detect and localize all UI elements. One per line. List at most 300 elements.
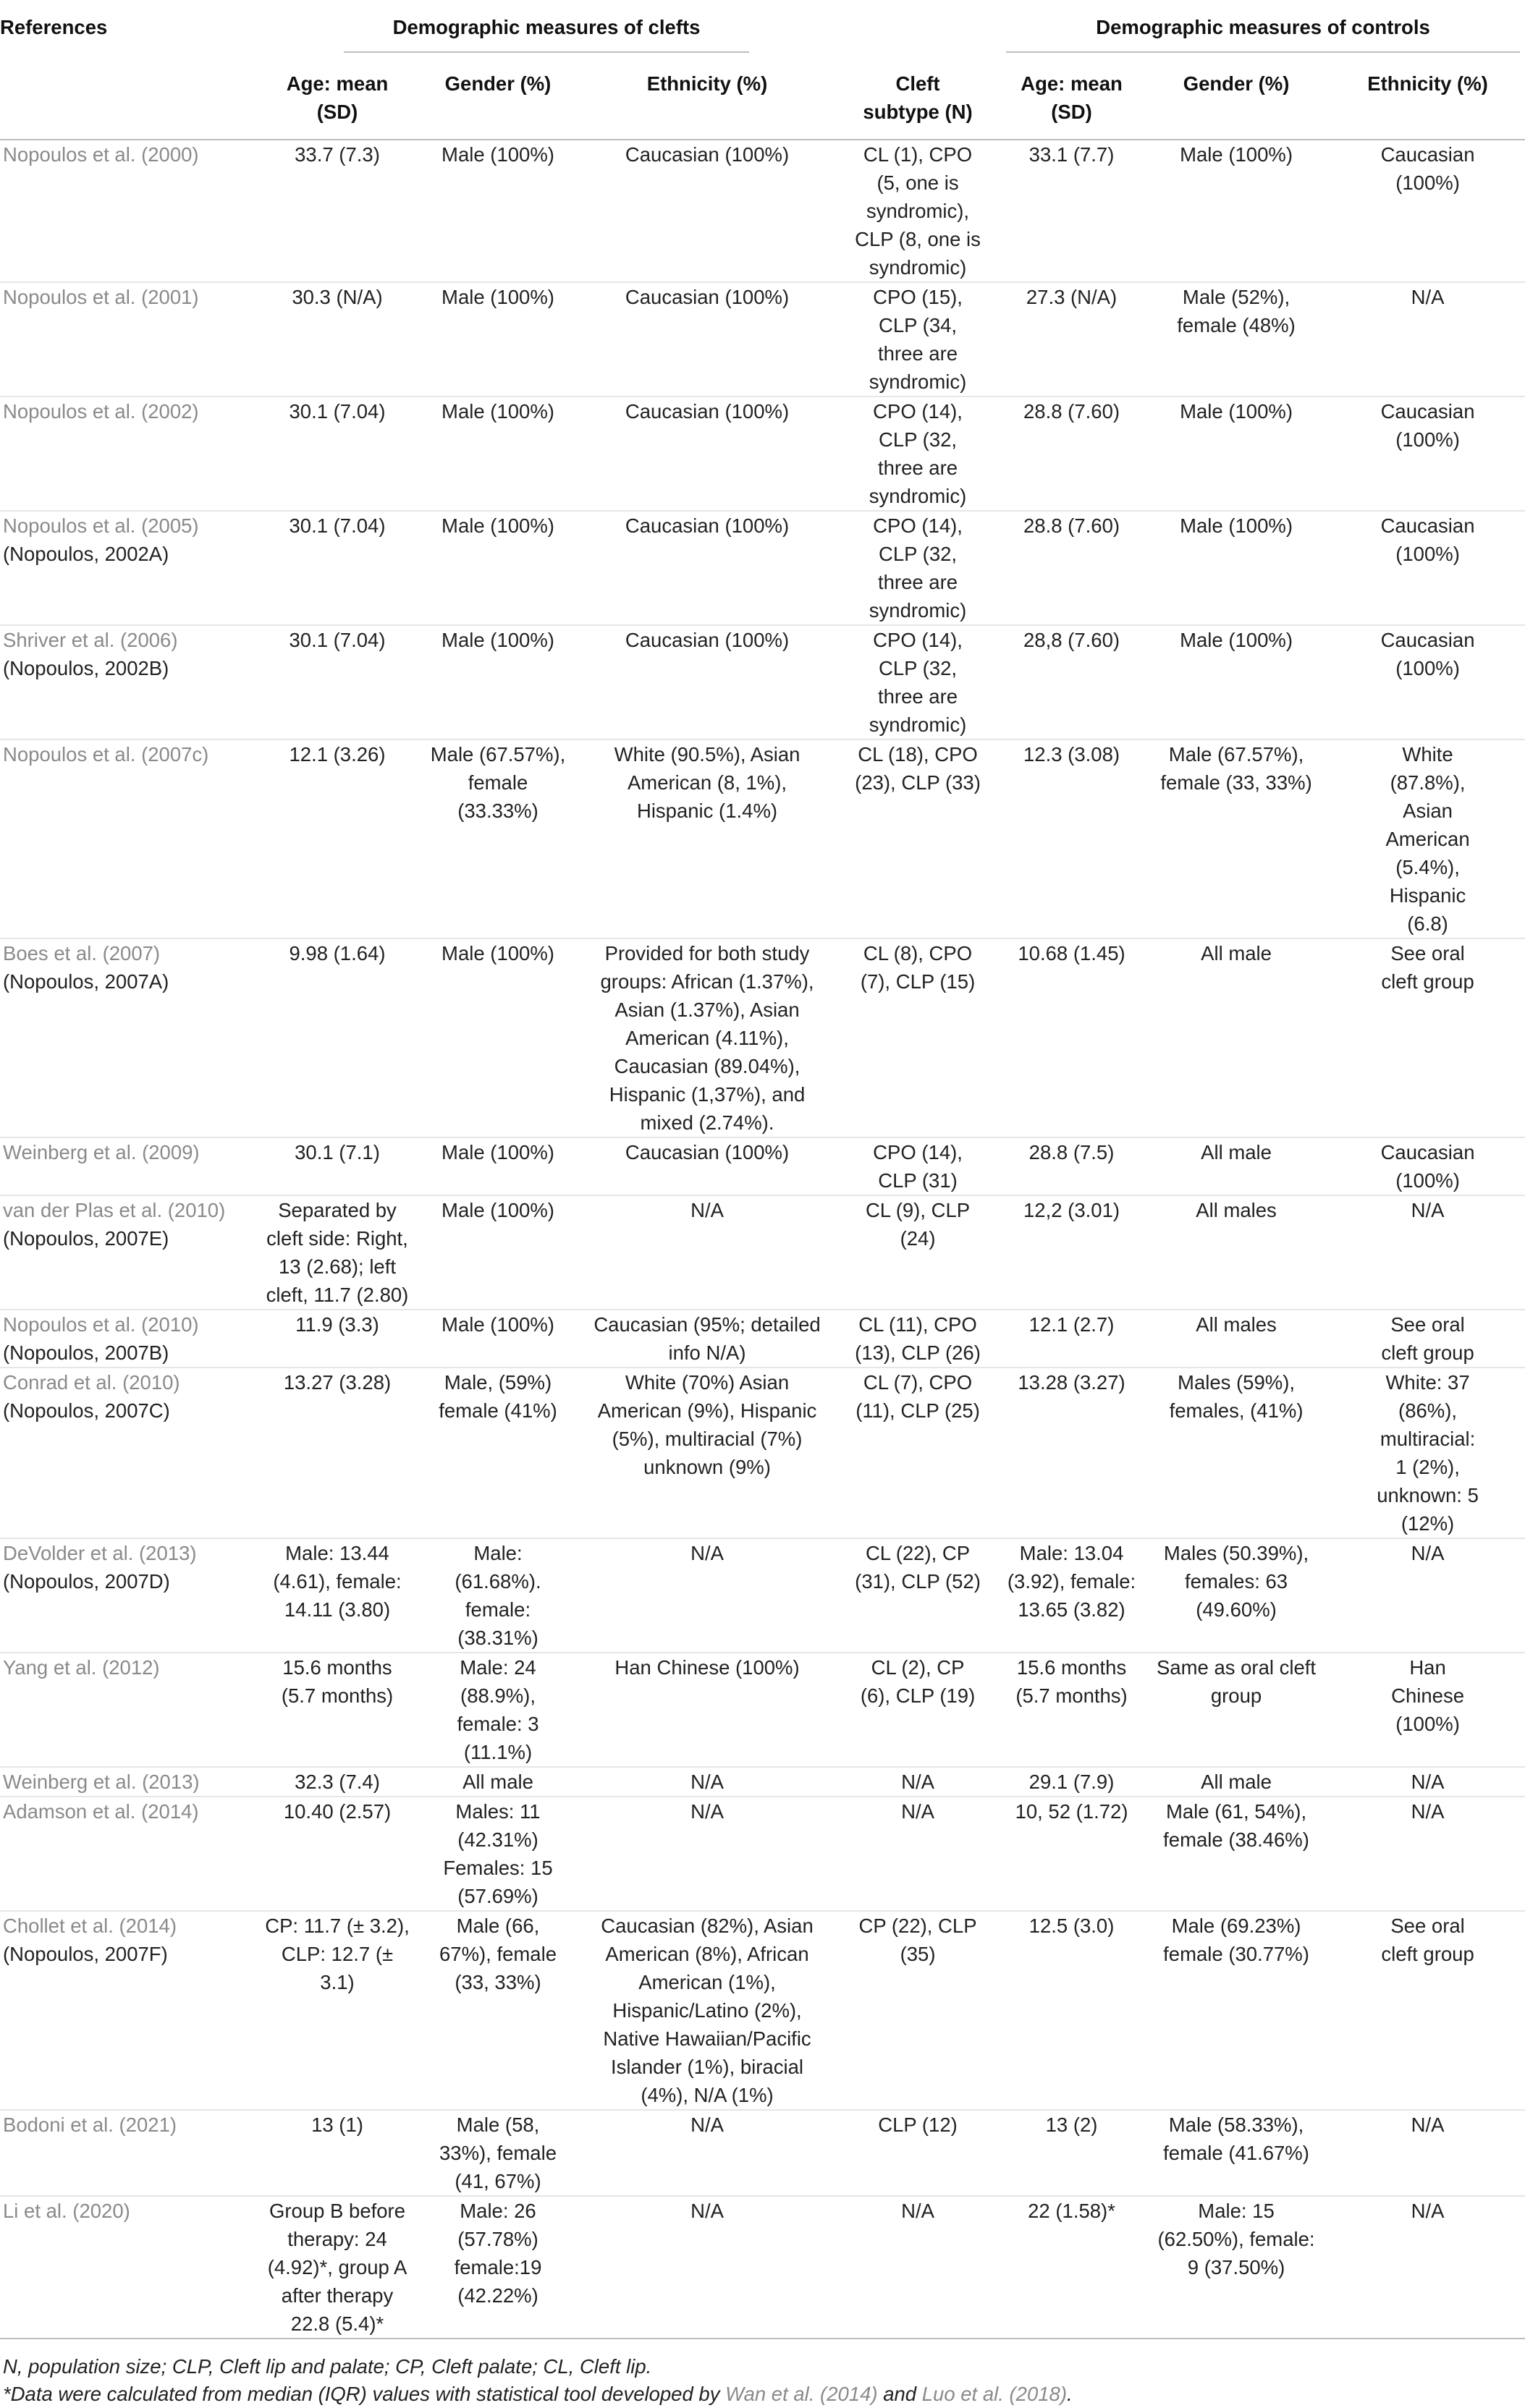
reference-cell (0, 282, 258, 397)
age-cell (258, 397, 416, 511)
footnote-link-wan[interactable]: Wan et al. (2014) (725, 2383, 878, 2405)
ethnicity-cell (580, 2196, 835, 2339)
gender-cell-text: Male, (59%) female (41%) (439, 1371, 557, 1422)
control-age-cell (1001, 1767, 1142, 1797)
reference-cell (0, 2196, 258, 2339)
control-gender-cell-text: Male (61, 54%), female (38.46%) (1163, 1800, 1309, 1851)
reference-note: (Nopoulos, 2007E) (3, 1227, 169, 1250)
header-row-2 (0, 54, 1525, 140)
cleft-subtype-cell-text: CPO (14), CLP (31) (873, 1141, 963, 1192)
gender-cell (416, 2196, 580, 2339)
gender-cell-text: Male: 24 (88.9%), female: 3 (11.1%) (457, 1656, 539, 1763)
age-cell (258, 2196, 416, 2339)
control-ethnicity-cell (1330, 1653, 1525, 1767)
control-age-cell (1001, 282, 1142, 397)
age-cell-text: 33.7 (7.3) (295, 143, 380, 166)
control-gender-cell (1142, 1911, 1330, 2110)
reference-cell (0, 2110, 258, 2196)
age-cell-text: 9.98 (1.64) (289, 942, 386, 965)
cleft-subtype-cell-text: CPO (14), CLP (32, three are syndromic) (869, 629, 967, 736)
control-ethnicity-cell-text: N/A (1411, 1542, 1445, 1564)
control-ethnicity-cell (1330, 1195, 1525, 1310)
gender-cell (416, 511, 580, 625)
age-cell (258, 1767, 416, 1797)
gender-cell-text: Male (100%) (442, 514, 554, 537)
cleft-subtype-cell-text: CL (7), CPO (11), CLP (25) (856, 1371, 980, 1422)
control-age-cell (1001, 511, 1142, 625)
control-ethnicity-cell-text: Caucasian (100%) (1380, 1141, 1475, 1192)
reference-cell (0, 1797, 258, 1911)
ethnicity-cell (580, 739, 835, 938)
gender-cell (416, 1137, 580, 1195)
control-gender-cell-text: Males (59%), females, (41%) (1169, 1371, 1304, 1422)
control-age-cell-text: 22 (1.58)* (1028, 2200, 1115, 2222)
ethnicity-cell-text: N/A (690, 1771, 724, 1793)
control-age-cell-text: 10, 52 (1.72) (1015, 1800, 1128, 1823)
control-gender-cell (1142, 397, 1330, 511)
ethnicity-cell-text: Provided for both study groups: African (1.37%), Asian (1.37%), Asian American (4.11%), Caucasian (89.04%), Hispanic (1,37%), and mixed (2.74%). (600, 942, 814, 1134)
reference-link[interactable]: Weinberg et al. (2013) (3, 1771, 200, 1793)
cleft-subtype-cell (835, 511, 1001, 625)
age-cell (258, 1538, 416, 1653)
reference-cell (0, 938, 258, 1137)
reference-link[interactable]: Nopoulos et al. (2000) (3, 143, 199, 166)
cleft-subtype-cell-text: N/A (901, 1771, 934, 1793)
cleft-subtype-cell-text: N/A (901, 2200, 934, 2222)
control-ethnicity-header: Ethnicity (%) (1367, 72, 1488, 95)
table-row (0, 1911, 1525, 2110)
reference-cell (0, 1137, 258, 1195)
control-gender-cell-text: All males (1196, 1313, 1277, 1336)
control-age-cell (1001, 1538, 1142, 1653)
ethnicity-cell (580, 1653, 835, 1767)
table-row (0, 2110, 1525, 2196)
age-cell-text: CP: 11.7 (± 3.2), CLP: 12.7 (± 3.1) (265, 1915, 410, 1993)
cleft-subtype-cell-text: CL (2), CP (6), CLP (19) (860, 1656, 976, 1707)
gender-cell-text: Male (100%) (442, 400, 554, 423)
table-row (0, 625, 1525, 739)
control-age-cell (1001, 739, 1142, 938)
ethnicity-cell-text: Han Chinese (100%) (614, 1656, 800, 1679)
ethnicity-cell-text: N/A (690, 2200, 724, 2222)
age-cell-text: 30.1 (7.04) (289, 514, 386, 537)
control-age-cell-text: 12,2 (3.01) (1023, 1199, 1120, 1221)
control-age-cell (1001, 938, 1142, 1137)
control-ethnicity-cell-text: N/A (1411, 1800, 1445, 1823)
cleft-subtype-cell-text: CL (9), CLP (24) (865, 1199, 971, 1250)
age-cell-text: 10.40 (2.57) (283, 1800, 392, 1823)
reference-link[interactable]: Yang et al. (2012) (3, 1656, 160, 1679)
reference-link[interactable]: Nopoulos et al. (2007c) (3, 743, 209, 766)
gender-cell (416, 1368, 580, 1538)
gender-cell (416, 1911, 580, 2110)
control-ethnicity-cell-text: White: 37 (86%), multiracial: 1 (2%), unknown: 5 (12%) (1377, 1371, 1479, 1535)
reference-cell (0, 1368, 258, 1538)
reference-link[interactable]: DeVolder et al. (2013) (3, 1542, 197, 1564)
control-gender-cell (1142, 739, 1330, 938)
control-ethnicity-cell-text: Caucasian (100%) (1380, 143, 1475, 194)
control-age-cell-text: 28.8 (7.60) (1023, 514, 1120, 537)
gender-cell-text: Male (66, 67%), female (33, 33%) (439, 1915, 557, 1993)
table-row (0, 2196, 1525, 2339)
reference-cell (0, 140, 258, 282)
age-cell (258, 1310, 416, 1368)
control-gender-cell-text: Same as oral cleft group (1156, 1656, 1317, 1707)
gender-cell-text: Male (100%) (442, 942, 554, 965)
cleft-subtype-cell (835, 739, 1001, 938)
gender-header: Gender (%) (444, 72, 552, 95)
reference-link[interactable]: Chollet et al. (2014) (3, 1915, 177, 1937)
ethnicity-cell (580, 1538, 835, 1653)
control-ethnicity-cell (1330, 397, 1525, 511)
control-gender-cell (1142, 1310, 1330, 1368)
control-age-cell (1001, 2110, 1142, 2196)
control-ethnicity-cell-text: See oral cleft group (1381, 1313, 1474, 1364)
gender-cell (416, 140, 580, 282)
reference-note: (Nopoulos, 2007F) (3, 1943, 168, 1965)
ethnicity-cell-text: White (90.5%), Asian American (8, 1%), Hispanic (1.4%) (614, 743, 800, 822)
control-age-cell (1001, 2196, 1142, 2339)
cleft-subtype-cell (835, 1911, 1001, 2110)
reference-link[interactable]: Weinberg et al. (2009) (3, 1141, 200, 1163)
ethnicity-cell (580, 1310, 835, 1368)
control-ethnicity-cell (1330, 1310, 1525, 1368)
clefts-group-divider (344, 51, 749, 53)
gender-cell-text: Male (100%) (442, 1141, 554, 1163)
control-gender-cell (1142, 1368, 1330, 1538)
gender-cell-text: Male (100%) (442, 143, 554, 166)
control-ethnicity-cell-text: N/A (1411, 2200, 1445, 2222)
cleft-subtype-cell (835, 1368, 1001, 1538)
clefts-group-label: Demographic measures of clefts (392, 16, 701, 38)
cleft-subtype-cell (835, 2196, 1001, 2339)
ethnicity-cell (580, 1911, 835, 2110)
control-ethnicity-cell-text: Caucasian (100%) (1380, 514, 1475, 565)
cleft-subtype-cell (835, 397, 1001, 511)
controls-group-divider (1006, 51, 1520, 53)
ethnicity-cell (580, 1368, 835, 1538)
cleft-subtype-cell (835, 938, 1001, 1137)
references-header: References (0, 16, 108, 38)
gender-cell (416, 1310, 580, 1368)
age-cell (258, 739, 416, 938)
control-age-cell-text: 12.1 (2.7) (1028, 1313, 1115, 1336)
reference-link[interactable]: Conrad et al. (2010) (3, 1371, 180, 1394)
ethnicity-cell-text: N/A (690, 1542, 724, 1564)
control-gender-cell-text: All male (1201, 1771, 1272, 1793)
age-cell (258, 1911, 416, 2110)
control-ethnicity-cell (1330, 938, 1525, 1137)
gender-cell-text: Male: 26 (57.78%) female:19 (42.22%) (454, 2200, 542, 2307)
gender-cell-text: Male (100%) (442, 286, 554, 308)
cleft-subtype-cell-text: N/A (901, 1800, 934, 1823)
control-gender-cell (1142, 1195, 1330, 1310)
age-cell (258, 1797, 416, 1911)
gender-cell (416, 1653, 580, 1767)
control-ethnicity-cell-text: See oral cleft group (1381, 942, 1474, 993)
control-age-cell-text: 29.1 (7.9) (1028, 1771, 1115, 1793)
reference-note: (Nopoulos, 2007A) (3, 970, 169, 993)
controls-group-label: Demographic measures of controls (1096, 16, 1430, 38)
age-cell-text: 13.27 (3.28) (283, 1371, 392, 1394)
age-cell (258, 1195, 416, 1310)
control-ethnicity-cell (1330, 1137, 1525, 1195)
control-gender-cell (1142, 1538, 1330, 1653)
cleft-subtype-cell (835, 2110, 1001, 2196)
table-row (0, 511, 1525, 625)
reference-link[interactable]: Nopoulos et al. (2010) (3, 1313, 199, 1336)
age-cell-text: 30.3 (N/A) (292, 286, 383, 308)
age-cell (258, 282, 416, 397)
cleft-subtype-header: Cleft subtype (N) (863, 72, 973, 123)
control-gender-cell (1142, 1767, 1330, 1797)
reference-link[interactable]: Shriver et al. (2006) (3, 629, 178, 651)
table-row (0, 1137, 1525, 1195)
age-cell-text: 13 (1) (311, 2114, 363, 2136)
control-gender-cell-text: Male (100%) (1180, 514, 1293, 537)
table-row (0, 1538, 1525, 1653)
age-cell (258, 1368, 416, 1538)
gender-cell (416, 1797, 580, 1911)
control-age-cell-text: 12.3 (3.08) (1023, 743, 1120, 766)
control-age-header: Age: mean (SD) (1021, 72, 1123, 123)
control-ethnicity-cell (1330, 2110, 1525, 2196)
reference-note: (Nopoulos, 2002B) (3, 657, 169, 679)
cleft-subtype-cell (835, 282, 1001, 397)
cleft-subtype-cell-text: CL (22), CP (31), CLP (52) (855, 1542, 981, 1593)
control-ethnicity-cell (1330, 625, 1525, 739)
ethnicity-cell-text: Caucasian (100%) (625, 400, 790, 423)
reference-cell (0, 739, 258, 938)
footnote-abbreviations: N, population size; CLP, Cleft lip and palate; CP, Cleft palate; CL, Cleft lip. (3, 2355, 652, 2378)
control-age-cell (1001, 1310, 1142, 1368)
gender-cell-text: Male (100%) (442, 629, 554, 651)
reference-cell (0, 1767, 258, 1797)
ethnicity-cell-text: Caucasian (100%) (625, 143, 790, 166)
control-age-cell (1001, 140, 1142, 282)
reference-cell (0, 1911, 258, 2110)
control-ethnicity-cell-text: White (87.8%), Asian American (5.4%), Hispanic (6.8) (1385, 743, 1470, 935)
control-gender-cell (1142, 282, 1330, 397)
reference-link[interactable]: Nopoulos et al. (2005) (3, 514, 199, 537)
control-gender-cell-text: Male (58.33%), female (41.67%) (1163, 2114, 1309, 2164)
age-cell-text: 32.3 (7.4) (295, 1771, 380, 1793)
control-ethnicity-cell (1330, 1911, 1525, 2110)
control-ethnicity-cell (1330, 282, 1525, 397)
ethnicity-cell (580, 397, 835, 511)
age-cell (258, 140, 416, 282)
cleft-subtype-cell (835, 625, 1001, 739)
gender-cell (416, 1195, 580, 1310)
cleft-subtype-cell (835, 140, 1001, 282)
ethnicity-cell (580, 2110, 835, 2196)
table-row (0, 1368, 1525, 1538)
control-age-cell-text: 28.8 (7.60) (1023, 400, 1120, 423)
control-ethnicity-cell (1330, 1368, 1525, 1538)
control-ethnicity-cell (1330, 1767, 1525, 1797)
cleft-subtype-cell-text: CL (1), CPO (5, one is syndromic), CLP (8, one is syndromic) (855, 143, 981, 279)
age-cell (258, 2110, 416, 2196)
ethnicity-header: Ethnicity (%) (646, 72, 768, 95)
gender-cell (416, 282, 580, 397)
ethnicity-cell-text: N/A (690, 1199, 724, 1221)
gender-cell (416, 2110, 580, 2196)
control-gender-cell (1142, 625, 1330, 739)
table-row (0, 1195, 1525, 1310)
control-age-cell (1001, 1797, 1142, 1911)
cleft-subtype-cell (835, 1653, 1001, 1767)
age-cell (258, 938, 416, 1137)
ethnicity-cell-text: Caucasian (100%) (625, 1141, 790, 1163)
control-ethnicity-cell (1330, 140, 1525, 282)
reference-note: (Nopoulos, 2002A) (3, 543, 169, 565)
control-ethnicity-cell (1330, 511, 1525, 625)
cleft-subtype-cell-text: CL (18), CPO (23), CLP (33) (855, 743, 981, 794)
age-cell (258, 1653, 416, 1767)
ethnicity-cell-text: Caucasian (95%; detailed info N/A) (593, 1313, 821, 1364)
control-gender-cell (1142, 140, 1330, 282)
age-cell-text: Separated by cleft side: Right, 13 (2.68); left cleft, 11.7 (2.80) (266, 1199, 409, 1306)
reference-cell (0, 511, 258, 625)
control-ethnicity-cell-text: N/A (1411, 2114, 1445, 2136)
footnote-calculation: *Data were calculated from median (IQR) values with statistical tool developed by Wan et al. (2014) and Luo et al. (2018). (3, 2383, 1073, 2405)
reference-cell (0, 1310, 258, 1368)
reference-note: (Nopoulos, 2007B) (3, 1341, 169, 1364)
gender-cell (416, 625, 580, 739)
age-cell-text: Group B before therapy: 24 (4.92)*, group A after therapy 22.8 (5.4)* (267, 2200, 407, 2335)
reference-cell (0, 1538, 258, 1653)
reference-cell (0, 1195, 258, 1310)
table-row (0, 282, 1525, 397)
age-header: Age: mean (SD) (286, 72, 389, 123)
table-row (0, 938, 1525, 1137)
ethnicity-cell (580, 625, 835, 739)
footnote-link-luo[interactable]: Luo et al. (2018) (921, 2383, 1068, 2405)
control-age-cell-text: 12.5 (3.0) (1028, 1915, 1115, 1937)
gender-cell-text: Males: 11 (42.31%) Females: 15 (57.69%) (443, 1800, 553, 1907)
table-row (0, 1797, 1525, 1911)
cleft-subtype-cell-text: CPO (15), CLP (34, three are syndromic) (869, 286, 967, 393)
reference-note: (Nopoulos, 2007C) (3, 1399, 170, 1422)
control-gender-cell-text: Male (100%) (1180, 629, 1293, 651)
control-age-cell-text: 13.28 (3.27) (1018, 1371, 1125, 1394)
control-gender-cell (1142, 2110, 1330, 2196)
cleft-subtype-cell (835, 1767, 1001, 1797)
gender-cell-text: Male (100%) (442, 1199, 554, 1221)
gender-cell-text: All male (462, 1771, 533, 1793)
control-age-cell (1001, 397, 1142, 511)
gender-cell (416, 1767, 580, 1797)
control-gender-cell-text: Male (67.57%), female (33, 33%) (1160, 743, 1312, 794)
gender-cell (416, 739, 580, 938)
table-row (0, 1767, 1525, 1797)
gender-cell (416, 1538, 580, 1653)
reference-link[interactable]: Li et al. (2020) (3, 2200, 130, 2222)
gender-cell (416, 397, 580, 511)
ethnicity-cell (580, 1137, 835, 1195)
control-gender-cell (1142, 938, 1330, 1137)
cleft-subtype-cell-text: CP (22), CLP (35) (858, 1915, 977, 1965)
age-cell-text: 30.1 (7.04) (289, 400, 386, 423)
reference-link[interactable]: Nopoulos et al. (2002) (3, 400, 199, 423)
cleft-subtype-cell-text: CPO (14), CLP (32, three are syndromic) (869, 400, 967, 507)
control-gender-cell (1142, 1797, 1330, 1911)
ethnicity-cell (580, 938, 835, 1137)
cleft-subtype-cell-text: CL (11), CPO (13), CLP (26) (855, 1313, 981, 1364)
control-age-cell-text: 33.1 (7.7) (1028, 143, 1115, 166)
control-gender-cell-text: Male: 15 (62.50%), female: 9 (37.50%) (1157, 2200, 1315, 2278)
reference-link[interactable]: Boes et al. (2007) (3, 942, 161, 965)
control-age-cell (1001, 1368, 1142, 1538)
ethnicity-cell-text: Caucasian (100%) (625, 286, 790, 308)
table-row (0, 739, 1525, 938)
header-row-1 (0, 0, 1525, 54)
ethnicity-cell-text: Caucasian (100%) (625, 629, 790, 651)
control-gender-cell (1142, 2196, 1330, 2339)
reference-link[interactable]: Adamson et al. (2014) (3, 1800, 199, 1823)
ethnicity-cell (580, 1767, 835, 1797)
control-age-cell-text: Male: 13.04 (3.92), female: 13.65 (3.82) (1007, 1542, 1136, 1621)
reference-link[interactable]: van der Plas et al. (2010) (3, 1199, 226, 1221)
control-age-cell-text: 15.6 months (5.7 months) (1015, 1656, 1128, 1707)
reference-link[interactable]: Nopoulos et al. (2001) (3, 286, 199, 308)
control-gender-cell-text: Male (69.23%) female (30.77%) (1163, 1915, 1309, 1965)
ethnicity-cell (580, 140, 835, 282)
cleft-subtype-cell-text: CL (8), CPO (7), CLP (15) (860, 942, 976, 993)
age-cell-text: 15.6 months (5.7 months) (281, 1656, 394, 1707)
cleft-subtype-cell (835, 1538, 1001, 1653)
control-age-cell (1001, 1137, 1142, 1195)
gender-cell-text: Male: (61.68%). female: (38.31%) (455, 1542, 541, 1649)
ethnicity-cell (580, 1797, 835, 1911)
control-ethnicity-cell-text: N/A (1411, 1199, 1445, 1221)
control-age-cell-text: 27.3 (N/A) (1026, 286, 1118, 308)
control-age-cell (1001, 1195, 1142, 1310)
cleft-subtype-cell (835, 1195, 1001, 1310)
controls-group-header (1001, 0, 1525, 54)
table-row (0, 1310, 1525, 1368)
gender-cell-text: Male (58, 33%), female (41, 67%) (439, 2114, 557, 2192)
table-row (0, 1653, 1525, 1767)
age-cell-text: 12.1 (3.26) (289, 743, 386, 766)
cleft-subtype-cell-text: CPO (14), CLP (32, three are syndromic) (869, 514, 967, 622)
control-ethnicity-cell-text: N/A (1411, 286, 1445, 308)
reference-link[interactable]: Bodoni et al. (2021) (3, 2114, 177, 2136)
control-ethnicity-cell-text: See oral cleft group (1381, 1915, 1474, 1965)
control-age-cell-text: 13 (2) (1045, 2114, 1098, 2136)
control-gender-cell (1142, 1137, 1330, 1195)
ethnicity-cell-text: N/A (690, 1800, 724, 1823)
control-ethnicity-cell (1330, 1797, 1525, 1911)
age-cell (258, 511, 416, 625)
cleft-subtype-cell (835, 1310, 1001, 1368)
control-gender-cell-text: Male (100%) (1180, 143, 1293, 166)
age-cell-text: 30.1 (7.04) (289, 629, 386, 651)
control-age-cell (1001, 625, 1142, 739)
cleft-subtype-cell (835, 1137, 1001, 1195)
control-gender-cell (1142, 511, 1330, 625)
cleft-subtype-cell-text: CLP (12) (878, 2114, 958, 2136)
ethnicity-cell-text: N/A (690, 2114, 724, 2136)
reference-cell (0, 625, 258, 739)
control-gender-cell-text: All male (1201, 942, 1272, 965)
reference-note: (Nopoulos, 2007D) (3, 1570, 170, 1593)
table-row (0, 140, 1525, 282)
gender-cell-text: Male (100%) (442, 1313, 554, 1336)
ethnicity-cell (580, 511, 835, 625)
footnotes (3, 2353, 1073, 2408)
control-age-cell-text: 28,8 (7.60) (1023, 629, 1120, 651)
